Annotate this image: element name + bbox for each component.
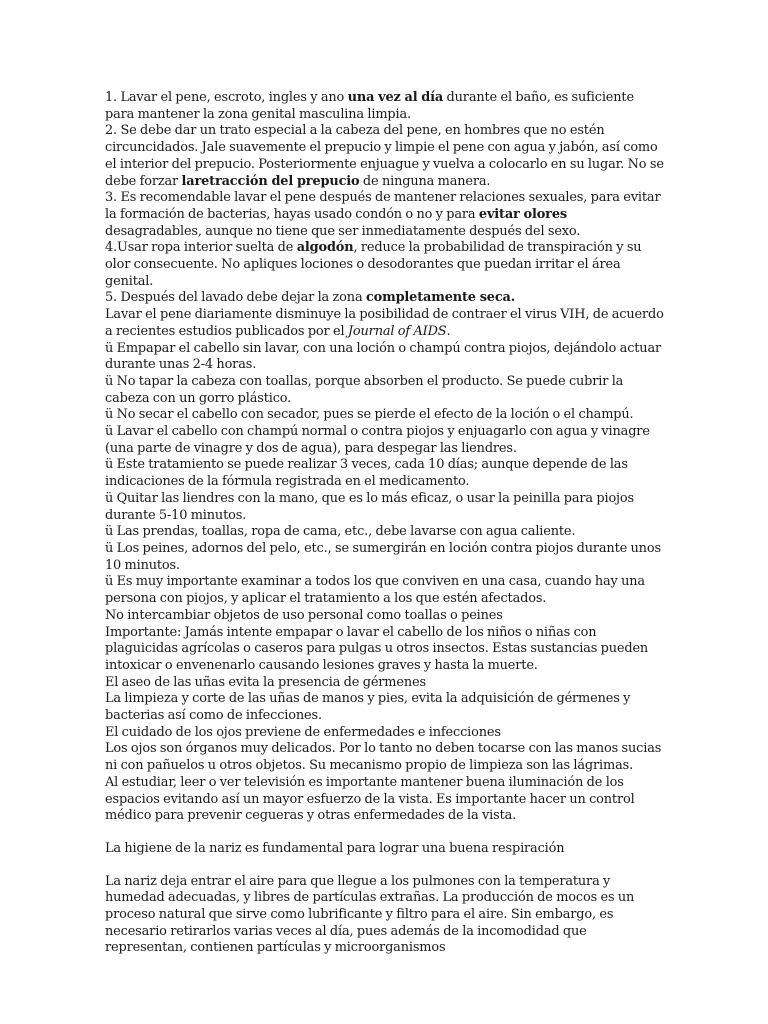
eyes-paragraph-2: Al estudiar, leer o ver televisión es importante mantener buena iluminación de los espacios evitando así un mayor esfuerzo de la vista. Es importante hacer un control médico para prevenir cegueras y otras enfermedades de la vista. xyxy=(105,774,635,824)
lice-item-2: ü No tapar la cabeza con toallas, porque absorben el producto. Se puede cubrir la cabeza con un gorro plástico. xyxy=(105,373,624,406)
document-page xyxy=(105,90,665,957)
item-4-text-a: 4.Usar ropa interior suelta de xyxy=(105,240,297,256)
item-2-emphasis: laretracción del prepucio xyxy=(181,173,360,189)
nails-paragraph: La limpieza y corte de las uñas de manos y pies, evita la adquisición de gérmenes y bacterias así como de infecciones. xyxy=(105,691,631,724)
item-2-text-c: de ninguna manera. xyxy=(359,173,491,189)
item-4-emphasis: algodón xyxy=(296,240,354,256)
eyes-heading: El cuidado de los ojos previene de enfermedades e infecciones xyxy=(105,724,501,740)
lice-item-1: ü Empapar el cabello sin lavar, con una loción o champú contra piojos, dejándolo actuar durante unas 2-4 horas. xyxy=(105,340,662,373)
lice-item-7: ü Las prendas, toallas, ropa de cama, etc., debe lavarse con agua caliente. xyxy=(105,524,576,540)
lice-warning: Importante: Jamás intente empapar o lavar el cabello de los niños o niñas con plaguicidas agrícolas o caseros para pulgas u otros insectos. Estas sustancias pueden intoxicar o envenenarlo causando lesiones graves y hasta la muerte. xyxy=(105,624,649,673)
item-3-text-a: 3. Es recomendable lavar el pene después de mantener relaciones sexuales, para evitar la formación de bacterias, hayas usado condón o no y para xyxy=(105,190,661,222)
item-5-emphasis: completamente seca. xyxy=(365,290,516,306)
lice-item-6: ü Quitar las liendres con la mano, que es lo más eficaz, o usar la peinilla para piojos durante 5-10 minutos. xyxy=(105,490,634,523)
nose-heading: La higiene de la nariz es fundamental para lograr una buena respiración xyxy=(105,840,565,856)
item-1-text-c: durante el baño, es suficiente para mantener la zona genital masculina limpia. xyxy=(105,90,634,122)
genital-hygiene-item-2 xyxy=(105,123,665,190)
eyes-paragraph-1: Los ojos son órganos muy delicados. Por lo tanto no deben tocarse con las manos sucias ni con pañuelos u otros objetos. Su mecanismo propio de limpieza son las lágrimas. xyxy=(105,741,662,774)
item-1-text-a: 1. Lavar el pene, escroto, ingles y ano xyxy=(105,90,348,105)
genital-hygiene-item-4 xyxy=(105,240,665,290)
genital-hygiene-item-1 xyxy=(105,90,665,123)
lice-item-4: ü Lavar el cabello con champú normal o contra piojos y enjuagarlo con agua y vinagre (una parte de vinagre y dos de agua), para despegar las liendres. xyxy=(105,424,650,456)
lice-item-9: ü Es muy importante examinar a todos los que conviven en una casa, cuando hay una persona con piojos, y aplicar el tratamiento a los que estén afectados. xyxy=(105,574,645,607)
lice-item-3: ü No secar el cabello con secador, pues se pierde el efecto de la loción o el champú. xyxy=(105,407,634,423)
genital-hygiene-item-5 xyxy=(105,290,665,307)
lice-item-8: ü Los peines, adornos del pelo, etc., se sumergirán en loción contra piojos durante unos 10 minutos. xyxy=(105,540,661,573)
lice-item-5: ü Este tratamiento se puede realizar 3 veces, cada 10 días; aunque depende de las indicaciones de la fórmula registrada en el medicamento. xyxy=(105,457,628,490)
item-5-text-a: 5. Después del lavado debe dejar la zona xyxy=(105,290,366,306)
vih-text-c: . xyxy=(446,323,451,339)
nose-paragraph: La nariz deja entrar el aire para que llegue a los pulmones con la temperatura y humedad adecuadas, y libres de partículas extrañas. La producción de mocos es un proceso natural que sirve como lubrificante y filtro para el aire. Sin embargo, es necesario retirarlos varias veces al día, pues además de la incomodidad que representan, contienen partículas y microorganismos xyxy=(105,873,635,956)
genital-hygiene-item-3 xyxy=(105,190,665,240)
vih-text-a: Lavar el pene diariamente disminuye la posibilidad de contraer el virus VIH, de acuerdo a recientes estudios publicados por el xyxy=(105,307,664,339)
item-3-text-c: desagradables, aunque no tiene que ser inmediatamente después del sexo. xyxy=(105,223,581,239)
item-3-emphasis: evitar olores xyxy=(478,206,567,222)
item-2-text-a: 2. Se debe dar un trato especial a la cabeza del pene, en hombres que no estén circuncidados. Jale suavemente el prepucio y limpie el pene con agua y jabón, así como el interior del prepucio. Posteriormente enjuague y vuelva a colocarlo en su lugar. No se debe forzar xyxy=(105,123,664,189)
journal-title: Journal of AIDS xyxy=(347,323,447,339)
item-1-emphasis: una vez al día xyxy=(347,90,444,105)
nails-heading: El aseo de las uñas evita la presencia de gérmenes xyxy=(105,674,426,690)
item-4-text-c: , reduce la probabilidad de transpiración y su olor consecuente. No apliques lociones o desodorantes que puedan irritar el área genital. xyxy=(105,240,642,289)
vih-paragraph xyxy=(105,307,665,340)
lice-item-10: No intercambiar objetos de uso personal como toallas o peines xyxy=(105,607,503,623)
